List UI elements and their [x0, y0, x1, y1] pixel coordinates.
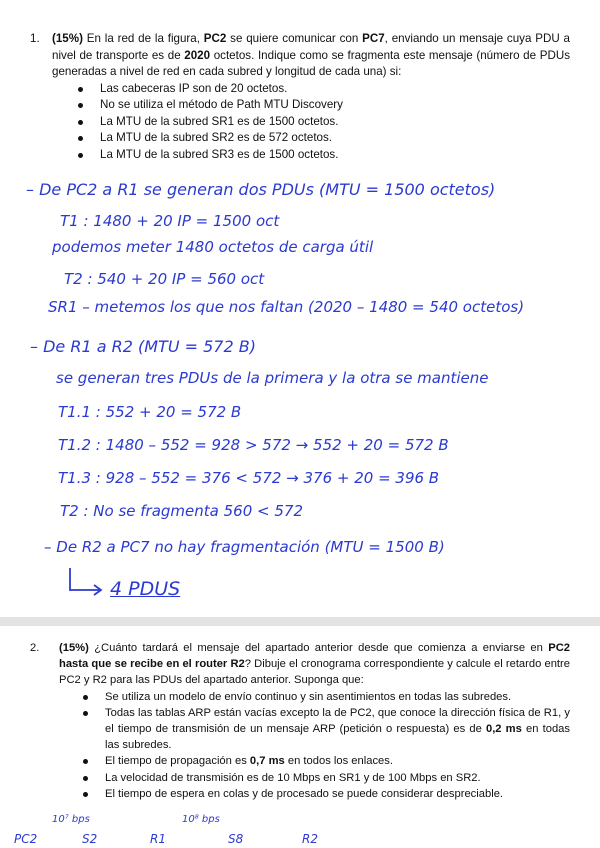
handwriting-line-7: se generan tres PDUs de la primera y la otra se mantiene	[56, 369, 489, 387]
question-1-text-c: , enviando un mensaje cuya PDU a nivel de transporte es de	[52, 32, 570, 62]
bullet-item: La MTU de la subred SR3 es de 1500 octetos.	[52, 147, 570, 164]
bullet-text: Todas las tablas ARP están vacías excepto la de PC2, que conoce la dirección física de R1, y el tiempo de transmisión de un mensaje ARP (petición o respuesta) es de	[105, 706, 570, 736]
handwriting-line-3: podemos meter 1480 octetos de carga útil	[52, 238, 374, 256]
node-s2-label: S2	[82, 832, 98, 846]
question-2-bold-a: PC2 hasta que se recibe en el router R2	[59, 642, 570, 671]
question-2	[30, 640, 570, 802]
node-s8-label: S8	[228, 832, 244, 846]
bullet-item	[59, 753, 570, 769]
bullet-item	[59, 705, 570, 754]
handwriting-line-11: T2 : No se fragmenta 560 < 572	[60, 502, 303, 520]
handwriting-total-pdus: 4 PDUS	[110, 578, 181, 600]
bullet-item: La MTU de la subred SR1 es de 1500 octetos.	[52, 114, 570, 131]
question-1-weight: (15%)	[52, 32, 83, 45]
handwriting-line-5: SR1 – metemos los que nos faltan (2020 – 1480 = 540 octetos)	[48, 298, 525, 316]
question-2-text-b: ? Dibuje el cronograma correspondiente y calcule el retardo entre PC2 y R2 para las PDUs del apartado anterior. Suponga que:	[59, 658, 570, 687]
bullet-text: El tiempo de propagación es	[105, 755, 250, 768]
question-2-bullets	[59, 689, 570, 802]
node-r2-label: R2	[302, 832, 318, 846]
handwriting-line-9: T1.2 : 1480 – 552 = 928 > 572 → 552 + 20 = 572 B	[58, 436, 449, 454]
question-1-pc7: PC7	[362, 32, 385, 45]
question-2-body	[59, 640, 570, 802]
bullet-tail: en todas las subredes.	[105, 723, 570, 752]
bullet-item	[59, 689, 570, 705]
bullet-item: La MTU de la subred SR2 es de 572 octetos.	[52, 130, 570, 147]
question-1-text-b: se quiere comunicar con	[226, 32, 363, 45]
question-1-text-a: En la red de la figura,	[82, 32, 204, 45]
handwriting-line-8: T1.1 : 552 + 20 = 572 B	[58, 403, 242, 421]
section-divider	[0, 617, 600, 626]
question-2-number: 2.	[30, 642, 40, 654]
handwriting-line-12: – De R2 a PC7 no hay fragmentación (MTU = 1500 B)	[44, 538, 445, 556]
bullet-tail: en todos los enlaces.	[284, 755, 393, 768]
node-r1-label: R1	[150, 832, 166, 846]
rate-sr1-label: 10⁷ bps	[52, 814, 90, 825]
question-2-weight: (15%)	[59, 642, 89, 654]
node-pc2-label: PC2	[14, 832, 38, 846]
bullet-item: Las cabeceras IP son de 20 octetos.	[52, 81, 570, 98]
handwriting-line-2: T1 : 1480 + 20 IP = 1500 oct	[60, 212, 280, 230]
rate-sr2-label: 10⁸ bps	[182, 814, 220, 825]
bullet-item: No se utiliza el método de Path MTU Discovery	[52, 97, 570, 114]
bullet-bold: 0,2 ms	[485, 723, 522, 736]
bullet-text: El tiempo de espera en colas y de procesado se puede considerar despreciable.	[105, 787, 504, 800]
question-1-pc2: PC2	[203, 32, 227, 45]
handwriting-line-6: – De R1 a R2 (MTU = 572 B)	[30, 337, 256, 356]
bullet-text: Se utiliza un modelo de envío continuo y sin asentimientos en todas las subredes.	[105, 690, 512, 703]
question-2-text-a: ¿Cuánto tardará el mensaje del apartado anterior desde que comienza a enviarse en	[88, 642, 549, 654]
bullet-text: La velocidad de transmisión es de 10 Mbps en SR1 y de 100 Mbps en SR2.	[105, 771, 481, 784]
bullet-bold: 0,7 ms	[249, 755, 285, 768]
handwriting-line-4: T2 : 540 + 20 IP = 560 oct	[64, 270, 265, 288]
bullet-item	[59, 786, 570, 802]
question-1-number: 1.	[30, 32, 40, 45]
question-1-size: 2020	[184, 48, 211, 62]
bullet-item	[59, 770, 570, 786]
question-1-text-d: octetos. Indique como se fragmenta este mensaje (número de PDUs generadas a nivel de red en cada subred y longitud de cada una) si:	[52, 48, 570, 78]
handwriting-line-10: T1.3 : 928 – 552 = 376 < 572 → 376 + 20 = 396 B	[58, 469, 440, 487]
handwriting-line-1: – De PC2 a R1 se generan dos PDUs (MTU = 1500 octetos)	[26, 180, 496, 199]
